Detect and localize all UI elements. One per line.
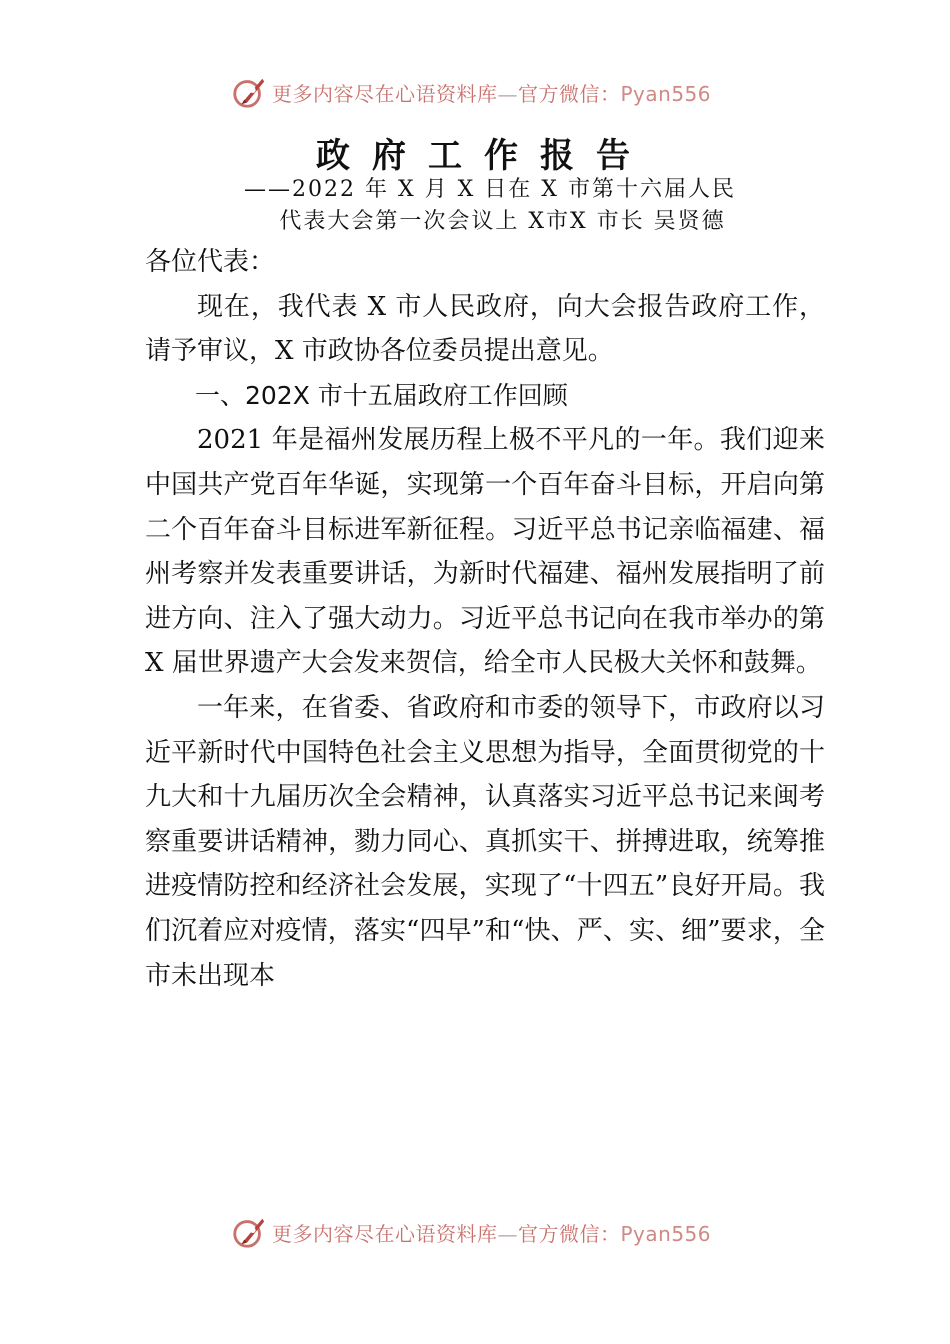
paragraph-2021: 2021 年是福州发展历程上极不平凡的一年。我们迎来中国共产党百年华诞，实现第一个百年奋斗目标，开启向第二个百年奋斗目标进军新征程。习近平总书记亲临福建、福州考察并发表重要讲话，为新时代福建、福州发展指明了前进方向、注入了强大动力。习近平总书记向在我市举办的第 X 届世界遗产大会发来贺信，给全市人民极大关怀和鼓舞。	[145, 425, 825, 679]
section-heading: 一、202X 市十五届政府工作回顾	[195, 380, 568, 410]
salutation: 各位代表：	[145, 247, 276, 277]
watermark-text: 更多内容尽在心语资料库—官方微信：Pyan556	[272, 1221, 712, 1246]
watermark-footer	[230, 1212, 750, 1252]
paragraph-intro: 现在，我代表 X 市人民政府，向大会报告政府工作，请予审议，X 市政协各位委员提出意见。	[145, 291, 825, 367]
document-subtitle-line2: 代表大会第一次会议上 X市X 市长 吴贤德	[279, 209, 726, 234]
watermark-header	[230, 72, 750, 112]
paragraph-year-review: 一年来，在省委、省政府和市委的领导下，市政府以习近平新时代中国特色社会主义思想为指导，全面贯彻党的十九大和十九届历次全会精神，认真落实习近平总书记来闽考察重要讲话精神，勠力同心、真抓实干、拼搏进取，统筹推进疫情防控和经济社会发展，实现了“十四五”良好开局。我们沉着应对疫情，落实“四早”和“快、严、实、细”要求，全市未出现本	[145, 692, 825, 991]
document-body	[145, 240, 825, 998]
document-title: 政府工作报告	[316, 136, 652, 176]
watermark-text: 更多内容尽在心语资料库—官方微信：Pyan556	[272, 81, 712, 106]
quill-logo-icon	[230, 73, 268, 111]
quill-logo-icon	[230, 1213, 268, 1251]
document-subtitle-line1: ——2022 年 X 月 X 日在 X 市第十六届人民	[244, 177, 736, 202]
